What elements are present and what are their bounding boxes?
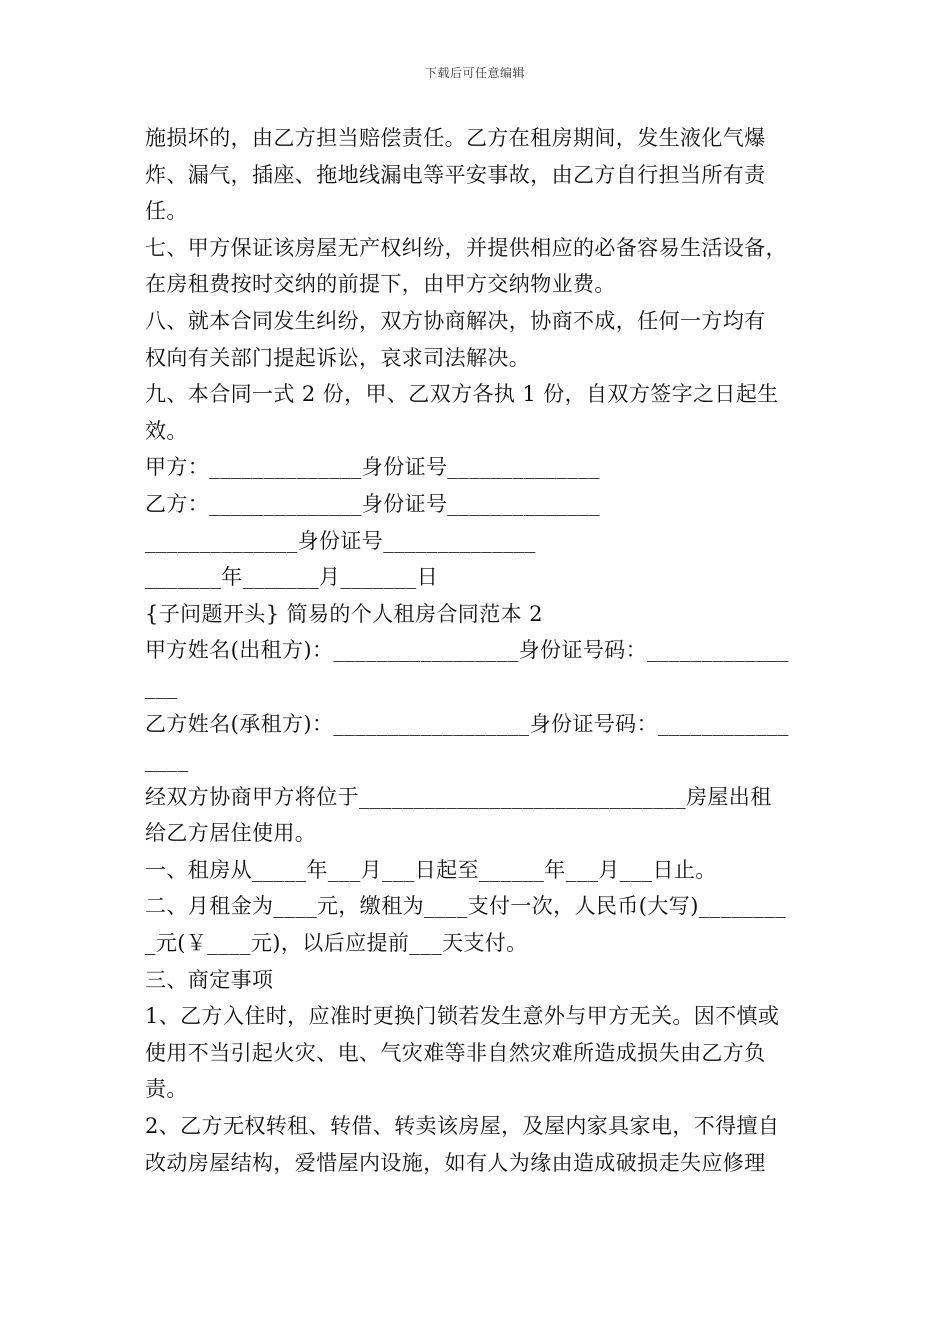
text-line: 一、租房从_____年___月___日起至______年___月___日止。 [145, 857, 717, 882]
date-line: _______年_______月_______日 [145, 565, 439, 590]
section-heading: {子问题开头} 简易的个人租房合同范本 2 [145, 601, 543, 626]
text-line: 给乙方居住使用。 [145, 821, 317, 846]
signature-line-party-a: 甲方：______________身份证号______________ [145, 455, 600, 480]
text-line: 改动房屋结构，爱惜屋内设施，如有人为缘由造成破损走失应修理 [145, 1150, 766, 1175]
text-line: 七、甲方保证该房屋无产权纠纷，并提供相应的必备容易生活设备， [145, 235, 787, 260]
signature-line-party-b: 乙方：______________身份证号______________ [145, 491, 600, 516]
signature-line-third: ______________身份证号______________ [145, 528, 536, 553]
text-line: _元(￥____元)，以后应提前___天支付。 [145, 931, 528, 956]
text-line: 效。 [145, 418, 188, 443]
page-header: 下载后可任意编辑 [424, 66, 525, 80]
text-line: 三、商定事项 [145, 967, 274, 992]
document-body [145, 120, 810, 1181]
text-line: 权向有关部门提起诉讼，哀求司法解决。 [145, 345, 531, 370]
text-line: 九、本合同一式 2 份，甲、乙双方各执 1 份，自双方签字之日起生 [145, 382, 779, 407]
text-line: 经双方协商甲方将位于______________________________房屋出租 [145, 784, 772, 809]
text-line: ___ [145, 674, 178, 699]
text-line: 2、乙方无权转租、转借、转卖该房屋，及屋内家具家电，不得擅自 [145, 1114, 780, 1139]
text-line: 二、月租金为____元，缴租为____支付一次，人民币(大写)________ [145, 894, 786, 919]
text-line: 乙方姓名(承租方)：__________________身份证号码：____________ [145, 711, 789, 736]
text-line: 施损坏的，由乙方担当赔偿责任。乙方在租房期间，发生液化气爆 [145, 126, 766, 150]
text-line: 甲方姓名(出租方)：_________________身份证号码：_____________ [145, 638, 789, 663]
text-line: 使用不当引起火灾、电、气灾难等非自然灾难所造成损失由乙方负 [145, 1040, 766, 1065]
text-line: 炸、漏气，插座、拖地线漏电等平安事故，由乙方自行担当所有责 [145, 162, 766, 187]
text-line: 1、乙方入住时，应准时更换门锁若发生意外与甲方无关。因不慎或 [145, 1004, 780, 1029]
text-line: 责。 [145, 1077, 188, 1102]
text-line: ____ [145, 748, 189, 773]
text-line: 在房租费按时交纳的前提下，由甲方交纳物业费。 [145, 272, 616, 297]
text-line: 任。 [145, 199, 188, 224]
text-line: 八、就本合同发生纠纷，双方协商解决，协商不成，任何一方均有 [145, 308, 766, 333]
